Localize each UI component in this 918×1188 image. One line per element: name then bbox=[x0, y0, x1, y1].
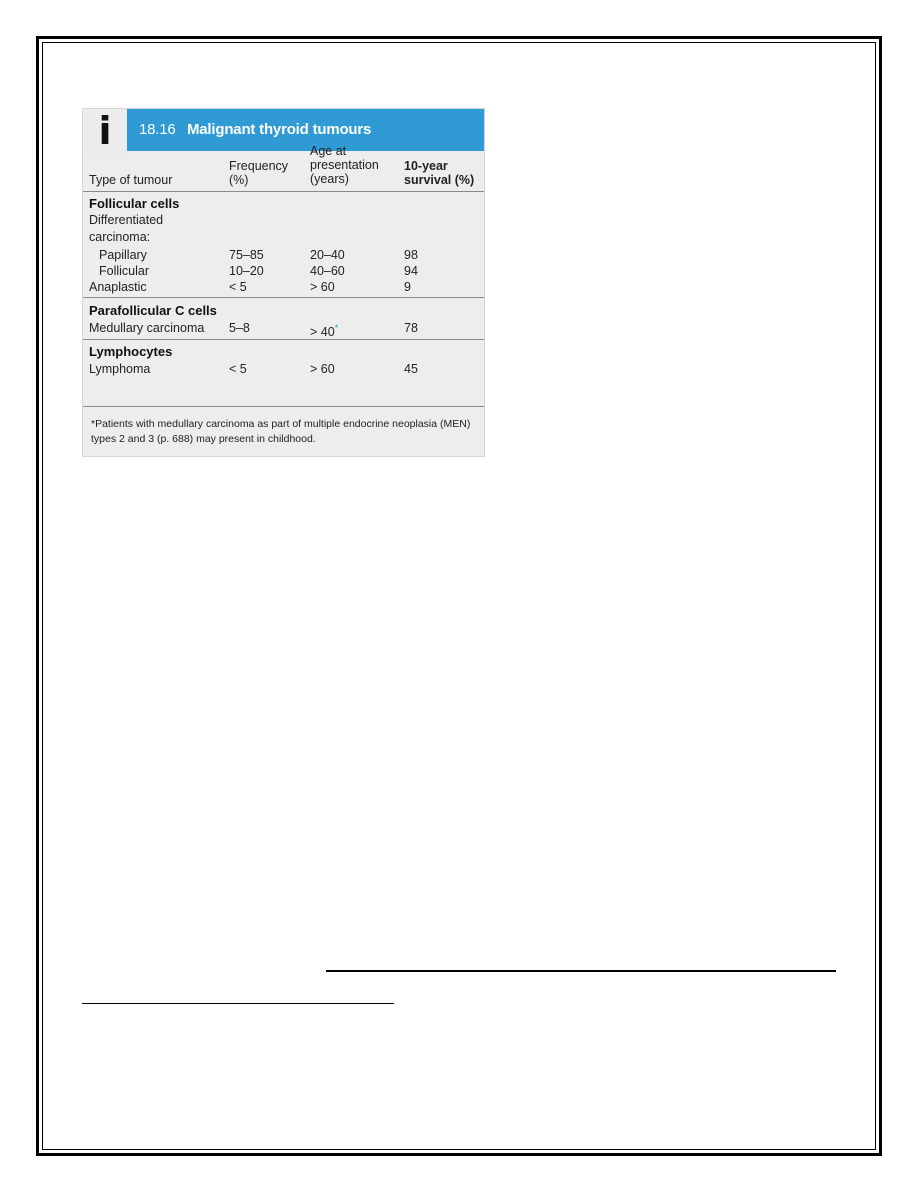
row-frequency: 10–20 bbox=[229, 264, 264, 278]
info-icon bbox=[83, 109, 127, 155]
row-frequency: < 5 bbox=[229, 280, 247, 294]
box-number: 18.16 bbox=[139, 121, 176, 138]
column-header-age bbox=[310, 144, 379, 186]
group-title-parafollicular-c-cells: Parafollicular C cells bbox=[89, 303, 217, 318]
group-title-lymphocytes: Lymphocytes bbox=[89, 344, 173, 359]
column-header-type: Type of tumour bbox=[89, 173, 173, 187]
group-rule bbox=[83, 339, 484, 340]
group-title-follicular-cells: Follicular cells bbox=[89, 196, 180, 211]
row-age: > 60 bbox=[310, 362, 335, 376]
info-icon-letter: i bbox=[98, 109, 112, 153]
group-rule bbox=[83, 297, 484, 298]
header-rule bbox=[83, 191, 484, 192]
row-survival: 78 bbox=[404, 321, 418, 335]
footnote bbox=[91, 417, 481, 447]
footnote-rule bbox=[83, 406, 484, 407]
underline-rule-2 bbox=[82, 1003, 394, 1004]
row-label: Medullary carcinoma bbox=[89, 321, 205, 335]
row-frequency: < 5 bbox=[229, 362, 247, 376]
underline-rule-1 bbox=[326, 970, 836, 972]
column-header-age-line2: presentation bbox=[310, 158, 379, 172]
row-frequency: 5–8 bbox=[229, 321, 250, 335]
row-label: Differentiated bbox=[89, 213, 164, 227]
column-header-frequency bbox=[229, 159, 288, 187]
column-header-survival-line2: survival (%) bbox=[404, 173, 475, 187]
row-label: Follicular bbox=[99, 264, 150, 278]
row-age-value: > 40 bbox=[310, 325, 335, 340]
row-age: 20–40 bbox=[310, 248, 345, 262]
row-label: Lymphoma bbox=[89, 362, 151, 376]
row-survival: 45 bbox=[404, 362, 418, 376]
box-title: Malignant thyroid tumours bbox=[187, 121, 372, 138]
column-header-survival-line1: 10-year bbox=[404, 159, 448, 173]
row-survival: 98 bbox=[404, 248, 418, 262]
column-header-age-line1: Age at bbox=[310, 144, 347, 158]
column-header-age-line3: (years) bbox=[310, 172, 349, 186]
row-label: Papillary bbox=[99, 248, 147, 262]
footnote-marker: * bbox=[334, 323, 339, 333]
footnote-line2: types 2 and 3 (p. 688) may present in childhood. bbox=[91, 433, 316, 445]
row-survival: 94 bbox=[404, 264, 418, 278]
row-label: carcinoma: bbox=[89, 230, 151, 244]
row-frequency: 75–85 bbox=[229, 248, 264, 262]
footnote-line1: *Patients with medullary carcinoma as part of multiple endocrine neoplasia (MEN) bbox=[91, 418, 471, 430]
row-label: Anaplastic bbox=[89, 280, 147, 294]
row-age: 40–60 bbox=[310, 264, 345, 278]
column-header-survival bbox=[404, 159, 474, 187]
row-survival: 9 bbox=[404, 280, 411, 294]
column-header-frequency-line2: (%) bbox=[229, 173, 249, 187]
column-header-frequency-line1: Frequency bbox=[229, 159, 289, 173]
row-age: > 60 bbox=[310, 280, 335, 294]
info-box-malignant-thyroid-tumours bbox=[82, 108, 485, 457]
row-age bbox=[310, 321, 338, 339]
